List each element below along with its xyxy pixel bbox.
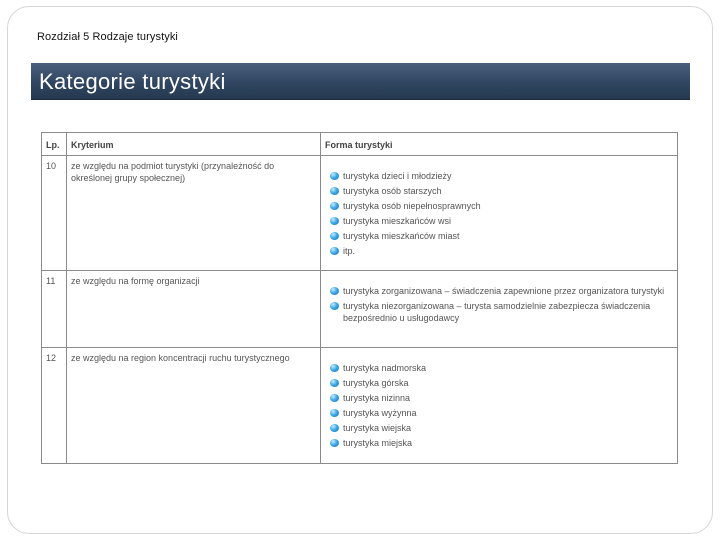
list-item — [325, 200, 673, 212]
chapter-label: Rozdział 5 Rodzaje turystyki — [37, 31, 178, 43]
row-number: 10 — [42, 156, 67, 271]
list-item — [325, 170, 673, 182]
list-item — [325, 422, 673, 434]
blue-bullet-icon — [330, 172, 339, 180]
form-label: turystyka wiejska — [343, 423, 412, 433]
table-row — [42, 271, 678, 348]
blue-bullet-icon — [330, 364, 339, 372]
list-item — [325, 285, 673, 297]
row-forms — [321, 348, 678, 464]
list-item — [325, 407, 673, 419]
column-header-form: Forma turystyki — [321, 133, 678, 156]
table-row — [42, 156, 678, 271]
form-label: turystyka osób niepełnosprawnych — [343, 201, 481, 211]
form-label: turystyka mieszkańców wsi — [343, 216, 452, 226]
title-bar — [31, 63, 690, 100]
list-item — [325, 185, 673, 197]
row-criterion: ze względu na podmiot turystyki (przynależność do określonej grupy społecznej) — [67, 156, 321, 271]
form-label: turystyka miejska — [343, 438, 413, 448]
form-label: turystyka nadmorska — [343, 363, 427, 373]
form-label: turystyka wyżynna — [343, 408, 417, 418]
list-item — [325, 230, 673, 242]
blue-bullet-icon — [330, 187, 339, 195]
blue-bullet-icon — [330, 287, 339, 295]
column-header-criterion: Kryterium — [67, 133, 321, 156]
form-label: turystyka nizinna — [343, 393, 411, 403]
list-item — [325, 300, 673, 324]
blue-bullet-icon — [330, 379, 339, 387]
list-item — [325, 392, 673, 404]
category-table — [41, 132, 678, 464]
list-item — [325, 245, 673, 257]
forms-list — [325, 275, 673, 324]
forms-list — [325, 160, 673, 257]
form-label: turystyka niezorganizowana – turysta samodzielnie zabezpiecza świadczenia bezpośrednio u usługodawcy — [343, 301, 651, 323]
form-label: turystyka zorganizowana – świadczenia zapewnione przez organizatora turystyki — [343, 286, 665, 296]
list-item — [325, 377, 673, 389]
form-label: itp. — [343, 246, 356, 256]
column-header-lp: Lp. — [42, 133, 67, 156]
form-label: turystyka mieszkańców miast — [343, 231, 460, 241]
row-number: 12 — [42, 348, 67, 464]
blue-bullet-icon — [330, 217, 339, 225]
row-forms — [321, 156, 678, 271]
blue-bullet-icon — [330, 202, 339, 210]
row-criterion: ze względu na region koncentracji ruchu turystycznego — [67, 348, 321, 464]
blue-bullet-icon — [330, 439, 339, 447]
form-label: turystyka osób starszych — [343, 186, 442, 196]
row-forms — [321, 271, 678, 348]
list-item — [325, 362, 673, 374]
blue-bullet-icon — [330, 247, 339, 255]
blue-bullet-icon — [330, 394, 339, 402]
blue-bullet-icon — [330, 424, 339, 432]
row-criterion: ze względu na formę organizacji — [67, 271, 321, 348]
blue-bullet-icon — [330, 302, 339, 310]
row-number: 11 — [42, 271, 67, 348]
blue-bullet-icon — [330, 232, 339, 240]
blue-bullet-icon — [330, 409, 339, 417]
table-header-row — [42, 133, 678, 156]
list-item — [325, 215, 673, 227]
page-title: Kategorie turystyki — [39, 69, 226, 94]
form-label: turystyka górska — [343, 378, 409, 388]
forms-list — [325, 352, 673, 449]
form-label: turystyka dzieci i młodzieży — [343, 171, 452, 181]
table-row — [42, 348, 678, 464]
list-item — [325, 437, 673, 449]
